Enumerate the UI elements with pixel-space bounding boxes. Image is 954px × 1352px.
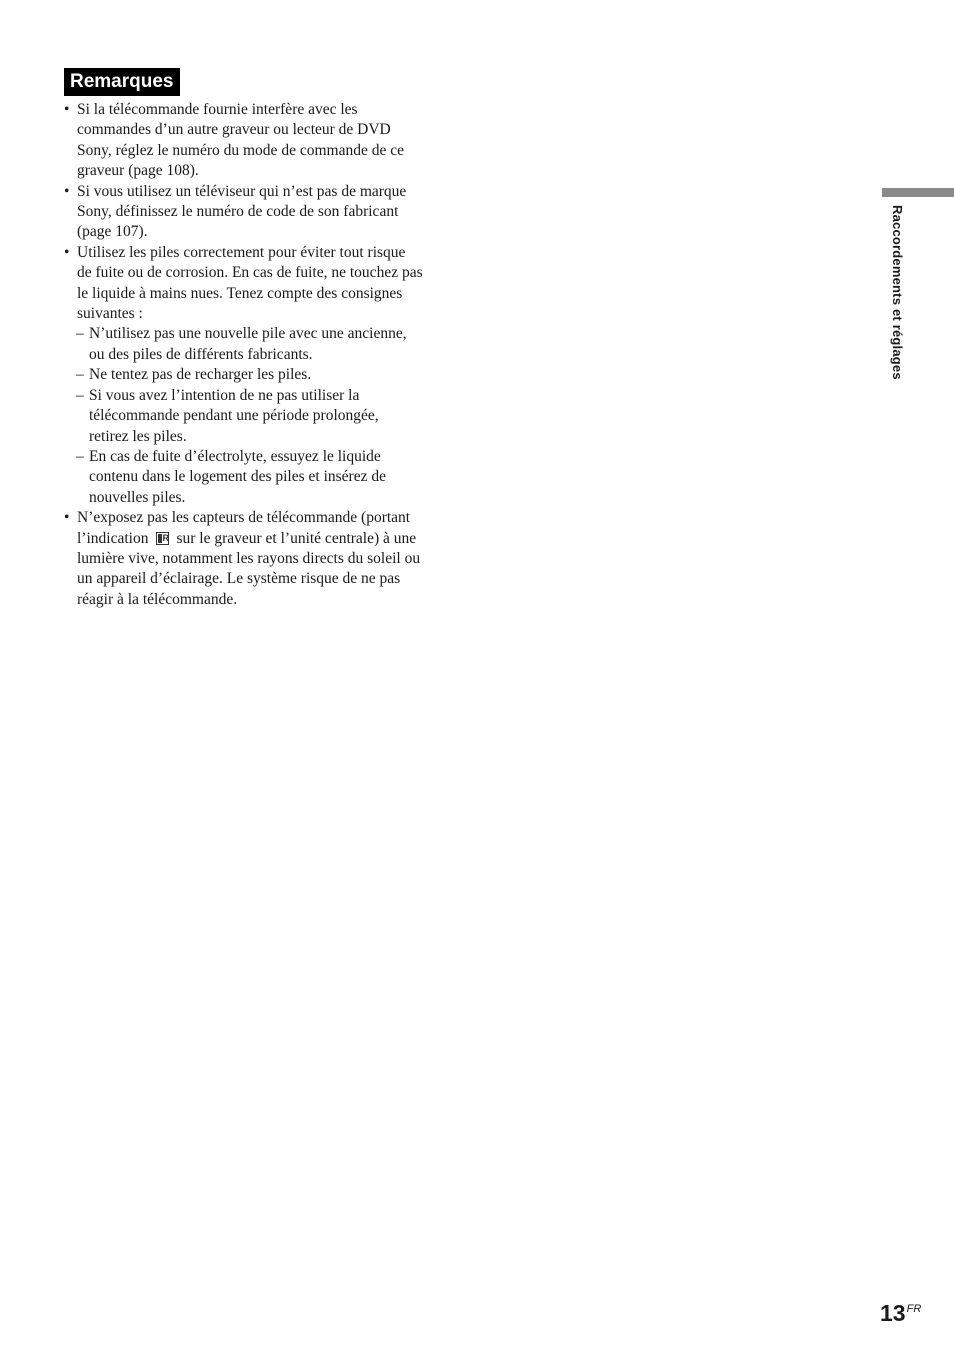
bullet-mark: • — [64, 509, 70, 527]
side-tab-label: Raccordements et réglages — [890, 205, 905, 380]
note-line — [77, 529, 454, 549]
sub-line: Si vous avez l’intention de ne pas utiliser la — [89, 386, 360, 404]
sub-line: télécommande pendant une période prolongée, — [89, 407, 379, 425]
page-language-suffix: FR — [906, 1303, 922, 1315]
dash-mark: – — [76, 366, 84, 384]
dash-mark: – — [76, 325, 84, 343]
note-line: réagir à la télécommande. — [77, 590, 238, 608]
note-text: l’indication — [77, 529, 149, 547]
note-text: sur le graveur et l’unité centrale) à une — [176, 529, 417, 547]
note-item — [64, 182, 454, 243]
sub-item — [76, 447, 454, 508]
note-item — [64, 243, 454, 508]
note-line: de fuite ou de corrosion. En cas de fuite, ne touchez pas — [77, 264, 423, 282]
sub-item — [76, 386, 454, 447]
sub-line: N’utilisez pas une nouvelle pile avec une ancienne, — [89, 325, 407, 343]
page-number — [880, 1298, 921, 1328]
sub-item — [76, 365, 454, 385]
note-line: Sony, définissez le numéro de code de son fabricant — [77, 203, 399, 221]
sub-line: contenu dans le logement des piles et insérez de — [89, 468, 386, 486]
dash-mark: – — [76, 447, 84, 465]
note-line: commandes d’un autre graveur ou lecteur de DVD — [77, 121, 391, 139]
note-item — [64, 100, 454, 182]
bullet-mark: • — [64, 101, 70, 118]
note-line: Utilisez les piles correctement pour éviter tout risque — [77, 243, 406, 261]
note-line: Si la télécommande fournie interfère avec les — [77, 101, 358, 118]
notes-column — [64, 100, 454, 610]
note-line: N’exposez pas les capteurs de télécommande (portant — [77, 509, 411, 527]
note-item — [64, 508, 454, 610]
section-heading: Remarques — [64, 68, 180, 96]
sub-line: En cas de fuite d’électrolyte, essuyez le liquide — [89, 447, 381, 465]
dash-mark: – — [76, 386, 84, 404]
note-line: Si vous utilisez un téléviseur qui n’est pas de marque — [77, 182, 407, 200]
sub-line: Ne tentez pas de recharger les piles. — [89, 366, 312, 384]
page-number-value: 13 — [880, 1300, 906, 1326]
sub-line: nouvelles piles. — [89, 488, 186, 506]
note-line: (page 107). — [77, 223, 148, 241]
note-line: Sony, réglez le numéro du mode de commande de ce — [77, 141, 404, 159]
note-line: un appareil d’éclairage. Le système risque de ne pas — [77, 570, 401, 588]
side-tab-bar — [882, 188, 954, 197]
note-line: graveur (page 108). — [77, 162, 199, 180]
note-line: suivantes : — [77, 305, 143, 323]
sub-line: ou des piles de différents fabricants. — [89, 345, 313, 363]
sub-item — [76, 324, 454, 365]
note-line: lumière vive, notamment les rayons directs du soleil ou — [77, 549, 421, 567]
note-line: le liquide à mains nues. Tenez compte des consignes — [77, 284, 403, 302]
sub-line: retirez les piles. — [89, 427, 187, 445]
bullet-mark: • — [64, 182, 70, 200]
bullet-mark: • — [64, 243, 70, 261]
remote-sensor-icon — [156, 532, 169, 545]
battery-sublist — [76, 324, 454, 508]
notes-list — [64, 100, 454, 610]
